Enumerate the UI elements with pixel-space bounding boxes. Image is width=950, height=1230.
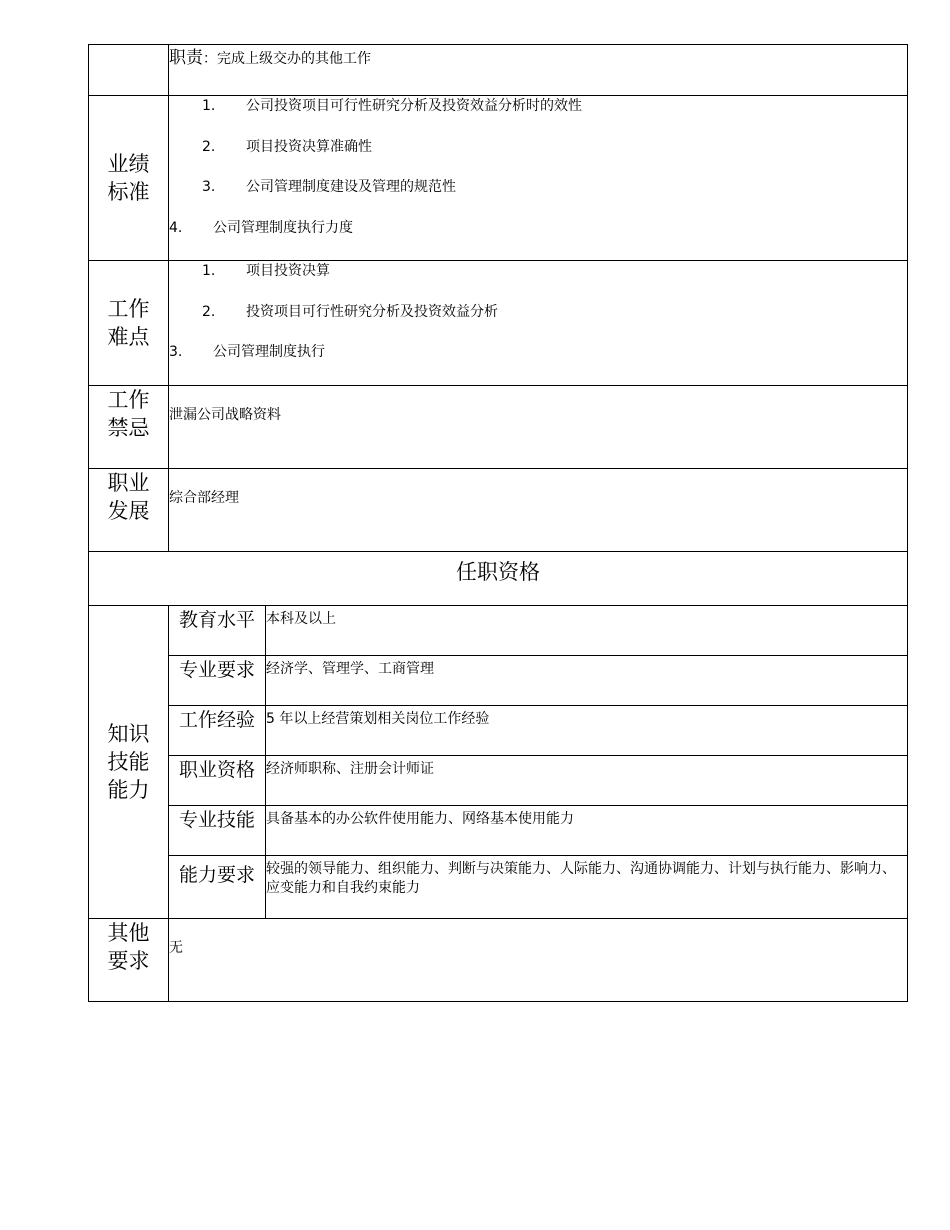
career-label: 职业发展 [89,469,169,552]
other-row [89,919,908,1002]
difficulty-content [169,261,908,386]
qualification-row [89,856,908,919]
qualification-row [89,606,908,656]
difficulty-item: 1. 项目投资决算 [202,263,330,279]
taboo-content [169,386,908,469]
performance-item: 3. 公司管理制度建设及管理的规范性 [202,179,456,195]
performance-row [89,96,908,261]
difficulty-label: 工作难点 [89,261,169,386]
performance-content [169,96,908,261]
duty-row [89,45,908,96]
education-label: 教育水平 [169,606,266,656]
qualification-title-row [89,552,908,606]
taboo-label: 工作禁忌 [89,386,169,469]
major-value: 经济学、管理学、工商管理 [266,656,908,706]
major-label: 专业要求 [169,656,266,706]
education-value: 本科及以上 [266,606,908,656]
performance-item: 4. 公司管理制度执行力度 [169,219,353,236]
career-text: 综合部经理 [169,490,239,506]
other-text: 无 [169,940,183,956]
ability-label: 能力要求 [169,856,266,919]
certificate-value: 经济师职称、注册会计师证 [266,756,908,806]
qualification-row [89,656,908,706]
skill-label: 专业技能 [169,806,266,856]
duty-text [169,45,907,68]
duty-content-cell [169,45,908,96]
performance-item: 1. 公司投资项目可行性研究分析及投资效益分析时的效性 [202,98,582,114]
difficulty-row [89,261,908,386]
qualification-label: 知识技能能力 [89,606,169,919]
taboo-text: 泄漏公司战略资料 [169,407,281,423]
difficulty-item: 2. 投资项目可行性研究分析及投资效益分析 [202,303,498,320]
career-row [89,469,908,552]
ability-value: 较强的领导能力、组织能力、判断与决策能力、人际能力、沟通协调能力、计划与执行能力、影响力、应变能力和自我约束能力 [266,856,908,919]
skill-value: 具备基本的办公软件使用能力、网络基本使用能力 [266,806,908,856]
other-content [169,919,908,1002]
experience-value: 5 年以上经营策划相关岗位工作经验 [266,706,908,756]
certificate-label: 职业资格 [169,756,266,806]
qualification-row [89,756,908,806]
performance-label: 业绩标准 [89,96,169,261]
taboo-row [89,386,908,469]
difficulty-item: 3. 公司管理制度执行 [169,344,325,360]
duty-label-cell [89,45,169,96]
performance-item: 2. 项目投资决算准确性 [202,138,372,155]
duty-prefix: 职责 [169,48,203,68]
duty-description: ：完成上级交办的其他工作 [203,51,371,67]
qualification-title: 任职资格 [89,552,908,606]
experience-label: 工作经验 [169,706,266,756]
career-content [169,469,908,552]
other-label: 其他要求 [89,919,169,1002]
qualification-row [89,806,908,856]
job-description-table [88,44,908,1002]
qualification-row [89,706,908,756]
